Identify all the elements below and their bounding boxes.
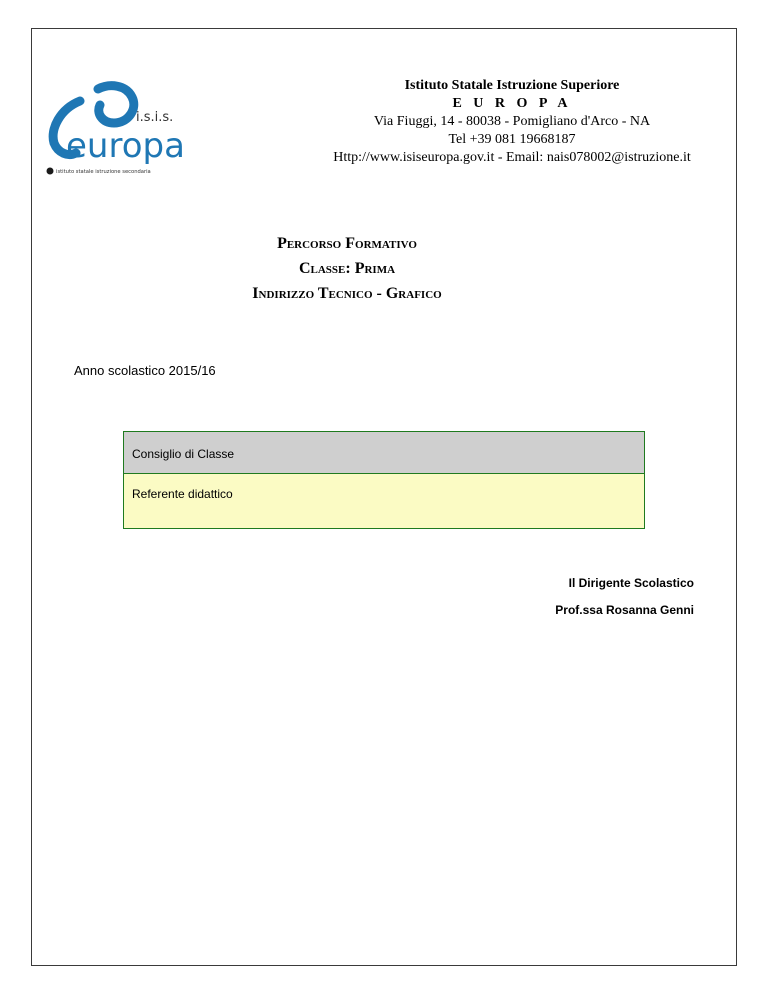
title-line-1: Percorso Formativo (277, 235, 417, 252)
school-logo (40, 79, 190, 179)
table-row-consiglio: Consiglio di Classe (124, 432, 644, 474)
institute-name: Istituto Statale Istruzione Superiore (404, 78, 620, 93)
document-title (182, 231, 512, 306)
signature-role: Il Dirigente Scolastico (568, 576, 694, 590)
school-name: E U R O P A (452, 96, 572, 111)
document-page (31, 28, 737, 966)
institute-header (302, 77, 722, 167)
info-table (123, 431, 645, 529)
title-line-2: Classe: Prima (298, 260, 396, 277)
signature-block (555, 570, 694, 624)
table-row-referente: Referente didattico (124, 474, 644, 528)
logo-tagline: istituto statale istruzione secondaria (56, 169, 151, 175)
logo-small-text: i.s.i.s. (136, 110, 174, 125)
school-year: Anno scolastico 2015/16 (74, 363, 216, 378)
logo-word: europa (66, 126, 185, 166)
title-line-3: Indirizzo Tecnico - Grafico (252, 285, 442, 302)
institute-web-email: Http://www.isiseuropa.gov.it - Email: nais078002@istruzione.it (333, 150, 691, 165)
signature-name: Prof.ssa Rosanna Genni (555, 603, 694, 617)
institute-address: Via Fiuggi, 14 - 80038 - Pomigliano d'Arco - NA (373, 114, 651, 129)
institute-phone: Tel +39 081 19668187 (448, 132, 576, 147)
